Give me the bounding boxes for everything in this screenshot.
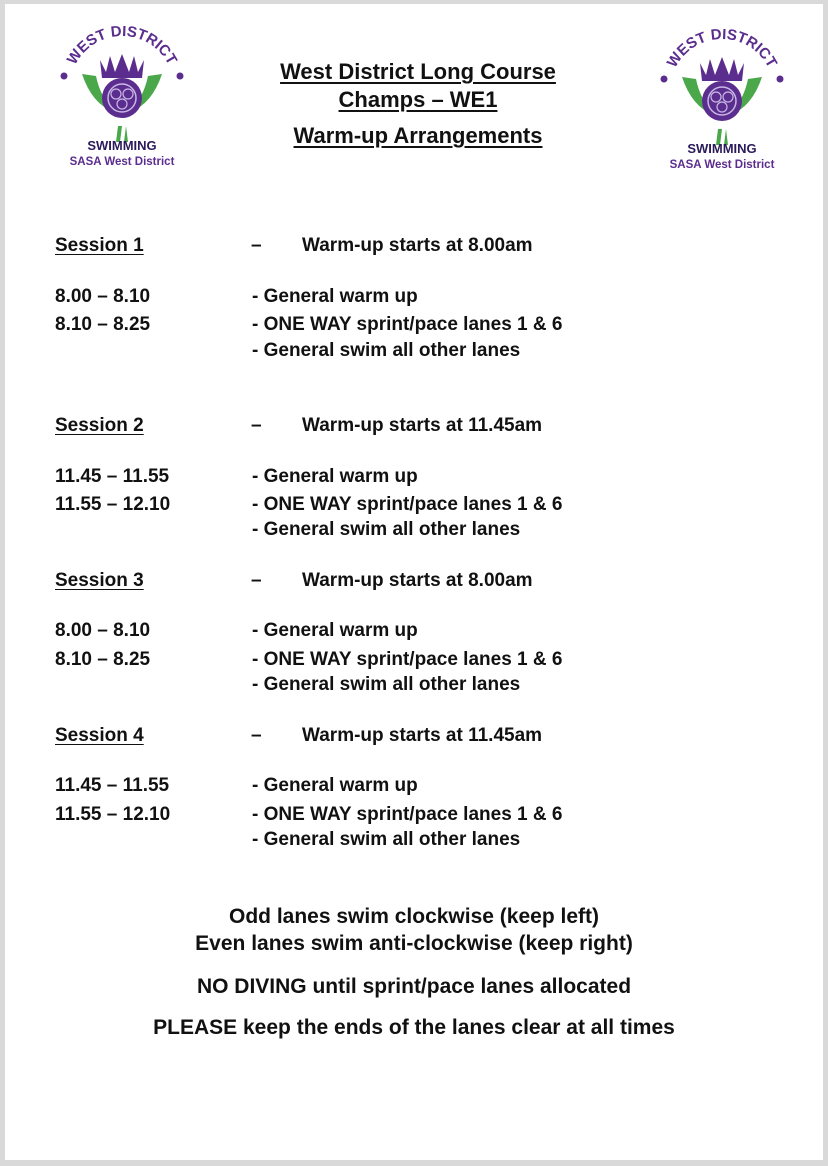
session-1-time-2: 8.10 – 8.25: [55, 314, 151, 335]
session-1-start: Warm-up starts at 8.00am: [302, 235, 533, 256]
session-3-desc-3: - General swim all other lanes: [252, 674, 521, 695]
session-1-label: Session 1: [55, 235, 144, 256]
rule-keep-ends-clear: PLEASE keep the ends of the lanes clear at all times: [153, 1016, 675, 1039]
logo-swimming-text: SWIMMING: [687, 141, 757, 156]
session-1-dash: –: [251, 235, 262, 256]
document-subtitle: Warm-up Arrangements: [293, 123, 543, 148]
session-4-time-1: 11.45 – 11.55: [55, 775, 170, 796]
session-2-desc-3: - General swim all other lanes: [252, 519, 521, 540]
session-3-desc-2: - ONE WAY sprint/pace lanes 1 & 6: [252, 649, 563, 670]
logo-arc-text: WEST DISTRICT: [63, 26, 181, 68]
document-title-line-1: West District Long Course: [280, 59, 556, 84]
session-1-desc-2: - ONE WAY sprint/pace lanes 1 & 6: [252, 314, 563, 335]
session-3-time-1: 8.00 – 8.10: [55, 620, 151, 641]
session-2-desc-2: - ONE WAY sprint/pace lanes 1 & 6: [252, 494, 563, 515]
session-3-dash: –: [251, 570, 262, 591]
rule-even-lanes: Even lanes swim anti-clockwise (keep right): [195, 932, 633, 955]
rule-no-diving: NO DIVING until sprint/pace lanes allocated: [196, 975, 632, 998]
session-4-time-2: 11.55 – 12.10: [55, 804, 171, 825]
session-3-label: Session 3: [55, 570, 144, 591]
logo-swimming-text: SWIMMING: [87, 138, 157, 153]
logo-district-text: SASA West District: [669, 159, 775, 169]
session-3-desc-1: - General warm up: [252, 620, 418, 641]
document-title-line-2: Champs – WE1: [338, 87, 498, 112]
session-2-dash: –: [251, 415, 262, 436]
session-2-time-2: 11.55 – 12.10: [55, 494, 171, 515]
session-4-label: Session 4: [55, 725, 144, 746]
session-4-desc-1: - General warm up: [252, 775, 418, 796]
logo-district-text: SASA West District: [69, 156, 175, 166]
rule-odd-lanes: Odd lanes swim clockwise (keep left): [229, 905, 599, 928]
session-2-time-1: 11.45 – 11.55: [55, 466, 170, 487]
session-4-desc-3: - General swim all other lanes: [252, 829, 521, 850]
session-3-time-2: 8.10 – 8.25: [55, 649, 151, 670]
session-4-desc-2: - ONE WAY sprint/pace lanes 1 & 6: [252, 804, 563, 825]
logo-arc-text: WEST DISTRICT: [663, 29, 781, 71]
session-2-desc-1: - General warm up: [252, 466, 418, 487]
session-4-start: Warm-up starts at 11.45am: [302, 725, 543, 746]
session-1-desc-1: - General warm up: [252, 286, 418, 307]
document-page: [5, 4, 823, 1160]
session-2-start: Warm-up starts at 11.45am: [302, 415, 543, 436]
session-2-label: Session 2: [55, 415, 144, 436]
session-4-dash: –: [251, 725, 262, 746]
session-3-start: Warm-up starts at 8.00am: [302, 570, 533, 591]
session-1-desc-3: - General swim all other lanes: [252, 340, 521, 361]
session-1-time-1: 8.00 – 8.10: [55, 286, 151, 307]
